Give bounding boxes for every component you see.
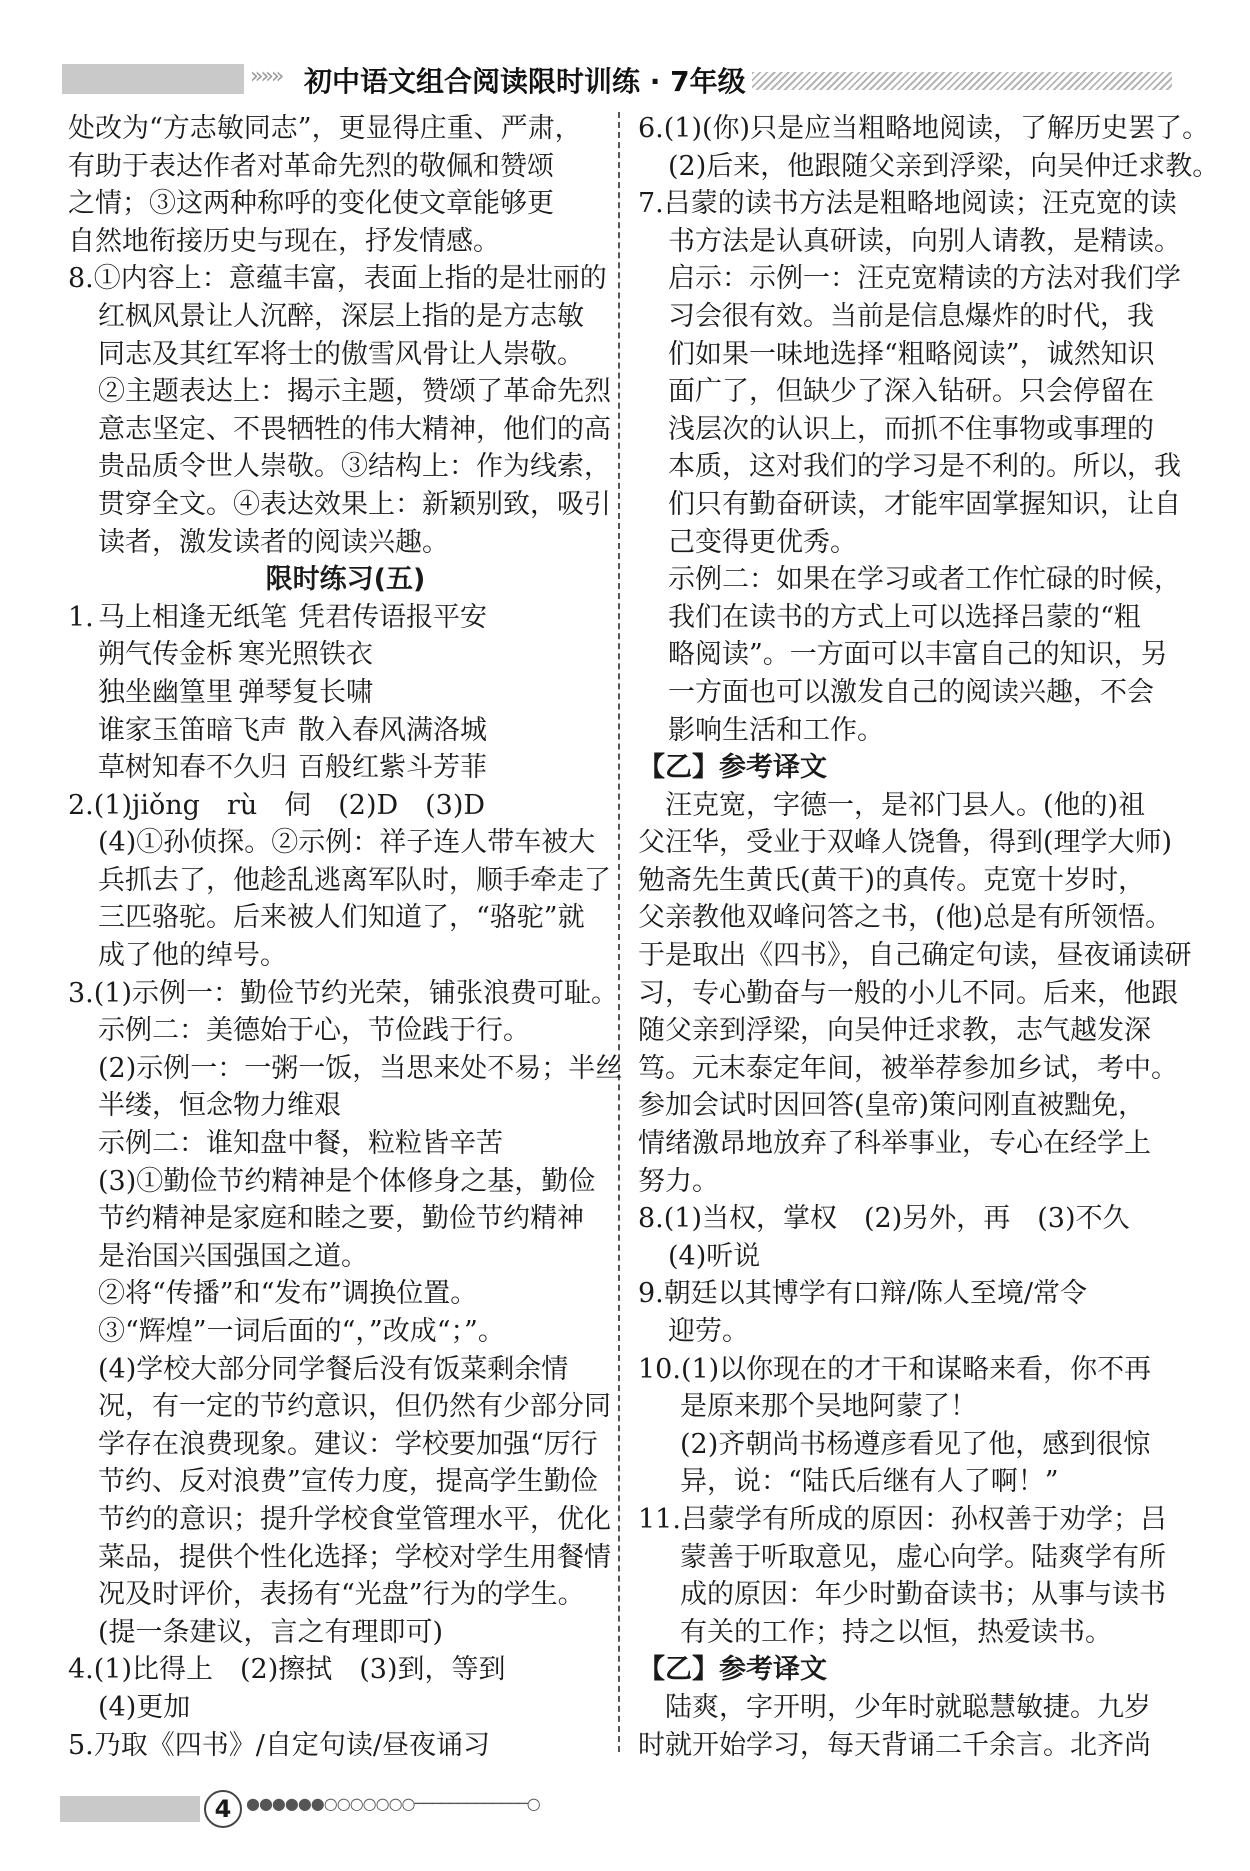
poem-b: 百般红紫斗芳菲 [298, 752, 487, 784]
poem-line [68, 749, 623, 787]
text-line: 们只有勤奋研读，才能牢固掌握知识，让自 [668, 488, 1181, 520]
answer-8-line: 8.①内容上：意蕴丰富，表面上指的是壮丽的 [68, 263, 607, 295]
text-line: 书方法是认真研读，向别人请教，是精读。 [668, 225, 1181, 257]
text-line: 启示：示例一：汪克宽精读的方法对我们学 [668, 263, 1181, 295]
poem-b: 散入春风满洛城 [298, 714, 487, 746]
answer-11-line: 11.吕蒙学有所成的原因：孙权善于劝学；吕 [638, 1503, 1167, 1535]
text-line: 节约、反对浪费”宣传力度，提高学生勤俭 [98, 1466, 598, 1498]
poem-b: 寒光照铁衣 [238, 639, 373, 671]
poem-line [68, 599, 623, 637]
text-line: 节约精神是家庭和睦之要，勤俭节约精神 [98, 1203, 584, 1235]
header-title: 初中语文组合阅读限时训练 · 7年级 [304, 65, 746, 98]
poem-line [68, 674, 623, 712]
text-line: 是治国兴国强国之道。 [98, 1240, 368, 1272]
translation-heading: 【乙】参考译文 [638, 752, 827, 784]
text-line: 情绪激昂地放弃了科举事业，专心在经学上 [638, 1128, 1151, 1160]
text-line: 示例二：美德始于心，节俭践于行。 [98, 1015, 530, 1047]
text-line: 汪克宽，字德一，是祁门县人。(他的)祖 [638, 789, 1146, 821]
page-number: 4 [204, 1790, 242, 1828]
text-line: 影响生活和工作。 [668, 714, 884, 746]
text-line: (2)齐朝尚书杨遵彦看见了他，感到很惊 [680, 1428, 1151, 1460]
text-line: 努力。 [638, 1165, 719, 1197]
answer-3-line: 3.(1)示例一：勤俭节约光荣，铺张浪费可耻。 [68, 977, 619, 1009]
text-line: (2)后来，他跟随父亲到浮梁，向吴仲迁求教。 [668, 150, 1220, 182]
text-line: 迎劳。 [668, 1316, 749, 1347]
text-line: (4)学校大部分同学餐后没有饭菜剩余情 [98, 1353, 569, 1385]
text-line: 勉斋先生黄氏(黄干)的真传。克宽十岁时， [638, 864, 1146, 896]
text-line: 异，说：“陆氏后继有人了啊！” [680, 1466, 1059, 1498]
text-line: 时就开始学习，每天背诵二千余言。北齐尚 [638, 1729, 1151, 1761]
text-line: 红枫风景让人沉醉，深层上指的是方志敏 [98, 300, 584, 332]
text-line: 自然地衔接历史与现在，抒发情感。 [68, 225, 500, 257]
answer-9-line: 9.朝廷以其博学有口辩/陈人至境/常令 [638, 1278, 1087, 1310]
text-line: 兵抓去了，他趁乱逃离军队时，顺手牵走了 [98, 864, 611, 896]
text-line: 父亲教他双峰问答之书，(他)总是有所领悟。 [638, 902, 1173, 934]
text-line: 随父亲到浮梁，向吴仲迁求教，志气越发深 [638, 1015, 1151, 1047]
poem-b: 弹琴复长啸 [238, 676, 373, 708]
page-header [62, 58, 1172, 102]
text-line: 有关的工作；持之以恒，热爱读书。 [680, 1616, 1112, 1648]
text-line: 菜品，提供个性化选择；学校对学生用餐情 [98, 1541, 611, 1573]
text-line: 贵品质令世人崇敬。③结构上：作为线索， [98, 451, 611, 483]
text-line: 况，有一定的节约意识，但仍然有少部分同 [98, 1391, 611, 1423]
text-line: 面广了，但缺少了深入钻研。只会停留在 [668, 376, 1154, 408]
poem-a: 马上相逢无纸笔 [98, 601, 287, 633]
header-arrows-icon: »»» [250, 64, 282, 89]
footer-grey-bar [60, 1796, 200, 1822]
poem-a: 独坐幽篁里 [98, 676, 233, 708]
section-title: 限时练习(五) [265, 564, 426, 596]
poem-a: 朔气传金柝 [98, 639, 233, 671]
text-line: 示例二：谁知盘中餐，粒粒皆辛苦 [98, 1128, 503, 1160]
left-column [68, 110, 623, 1764]
poem-line [68, 636, 623, 674]
text-line: 学存在浪费现象。建议：学校要加强“厉行 [98, 1428, 598, 1460]
text-line: 处改为“方志敏同志”，更显得庄重、严肃， [68, 113, 582, 144]
text-line: 同志及其红军将士的傲雪风骨让人崇敬。 [98, 338, 584, 370]
poem-b: 凭君传语报平安 [298, 601, 487, 633]
answer-10-line: 10.(1)以你现在的才干和谋略来看，你不再 [638, 1353, 1152, 1385]
text-line: 意志坚定、不畏牺牲的伟大精神，他们的高 [98, 413, 611, 445]
text-line: 习会很有效。当前是信息爆炸的时代，我 [668, 300, 1154, 332]
text-line: (4)①孙侦探。②示例：祥子连人带车被大 [98, 827, 596, 859]
text-line: 是原来那个吴地阿蒙了！ [680, 1391, 977, 1423]
text-line: (4)更加 [98, 1691, 191, 1723]
text-line: 况及时评价，表扬有“光盘”行为的学生。 [98, 1579, 585, 1611]
header-hatch-bar [752, 72, 1172, 90]
text-line: 蒙善于听取意见，虚心向学。陆爽学有所 [680, 1541, 1166, 1573]
answer-7-line: 7.吕蒙的读书方法是粗略地阅读；汪克宽的读 [638, 188, 1177, 220]
text-line: 示例二：如果在学习或者工作忙碌的时候， [668, 564, 1181, 596]
poem-line [68, 712, 623, 750]
page-footer [60, 1790, 660, 1830]
answer-8b-line: 8.(1)当权，掌权 (2)另外，再 (3)不久 [638, 1203, 1130, 1235]
poem-a: 草树知春不久归 [98, 752, 287, 784]
text-line: 一方面也可以激发自己的阅读兴趣，不会 [668, 676, 1154, 708]
text-line: (提一条建议，言之有理即可) [98, 1616, 444, 1648]
text-line: 三匹骆驼。后来被人们知道了，“骆驼”就 [98, 902, 585, 934]
text-line: 父汪华，受业于双峰人饶鲁，得到(理学大师) [638, 827, 1173, 859]
text-line: 己变得更优秀。 [668, 526, 857, 558]
text-line: 略阅读”。一方面可以丰富自己的知识，另 [668, 639, 1168, 671]
text-line: 贯穿全文。④表达效果上：新颖别致，吸引 [98, 488, 611, 520]
text-line: 于是取出《四书》，自己确定句读，昼夜诵读研 [638, 940, 1192, 972]
text-line: 陆爽，字开明，少年时就聪慧敏捷。九岁 [638, 1691, 1151, 1723]
right-column [638, 110, 1220, 1764]
text-line: 成的原因：年少时勤奋读书；从事与读书 [680, 1579, 1166, 1611]
footer-dots-decoration: ●●●●●●○○○○○○○─────────────○ [246, 1794, 540, 1813]
answer-5-line: 5.乃取《四书》/自定句读/昼夜诵习 [68, 1729, 490, 1761]
answer-4-line: 4.(1)比得上 (2)擦拭 (3)到，等到 [68, 1654, 506, 1686]
header-grey-bar [62, 64, 244, 94]
text-line: ②主题表达上：揭示主题，赞颂了革命先烈 [98, 376, 611, 408]
text-line: 读者，激发读者的阅读兴趣。 [98, 526, 449, 558]
text-line: 成了他的绰号。 [98, 940, 287, 972]
text-line: 习，专心勤奋与一般的小儿不同。后来，他跟 [638, 977, 1178, 1009]
text-line: (4)听说 [668, 1240, 761, 1272]
text-line: (2)示例一：一粥一饭，当思来处不易；半丝 [98, 1052, 623, 1084]
poem-a: 谁家玉笛暗飞声 [98, 714, 287, 746]
text-line: 参加会试时因回答(皇帝)策问刚直被黜免， [638, 1090, 1146, 1122]
answer-2-line: 2.(1)jiǒng rù 伺 (2)D (3)D [68, 789, 486, 821]
text-line: 浅层次的认识上，而抓不住事物或事理的 [668, 413, 1154, 445]
text-line: 有助于表达作者对革命先烈的敬佩和赞颂 [68, 150, 554, 182]
answer-6-line: 6.(1)(你)只是应当粗略地阅读，了解历史罢了。 [638, 113, 1210, 144]
text-line: (3)①勤俭节约精神是个体修身之基，勤俭 [98, 1165, 596, 1197]
text-line: 们如果一味地选择“粗略阅读”，诚然知识 [668, 338, 1155, 370]
text-line: 本质，这对我们的学习是不利的。所以，我 [668, 451, 1181, 483]
answer-1-number: 1. [68, 601, 94, 633]
text-line: ②将“传播”和“发布”调换位置。 [98, 1278, 478, 1310]
text-line: 笃。元末泰定年间，被举荐参加乡试，考中。 [638, 1052, 1178, 1084]
text-line: 半缕，恒念物力维艰 [98, 1090, 341, 1122]
text-line: 节约的意识；提升学校食堂管理水平，优化 [98, 1503, 611, 1535]
text-line: 我们在读书的方式上可以选择吕蒙的“粗 [668, 601, 1141, 633]
text-line: ③“辉煌”一词后面的“，”改成“；”。 [98, 1316, 505, 1347]
translation-heading: 【乙】参考译文 [638, 1654, 827, 1686]
text-line: 之情；③这两种称呼的变化使文章能够更 [68, 188, 554, 220]
